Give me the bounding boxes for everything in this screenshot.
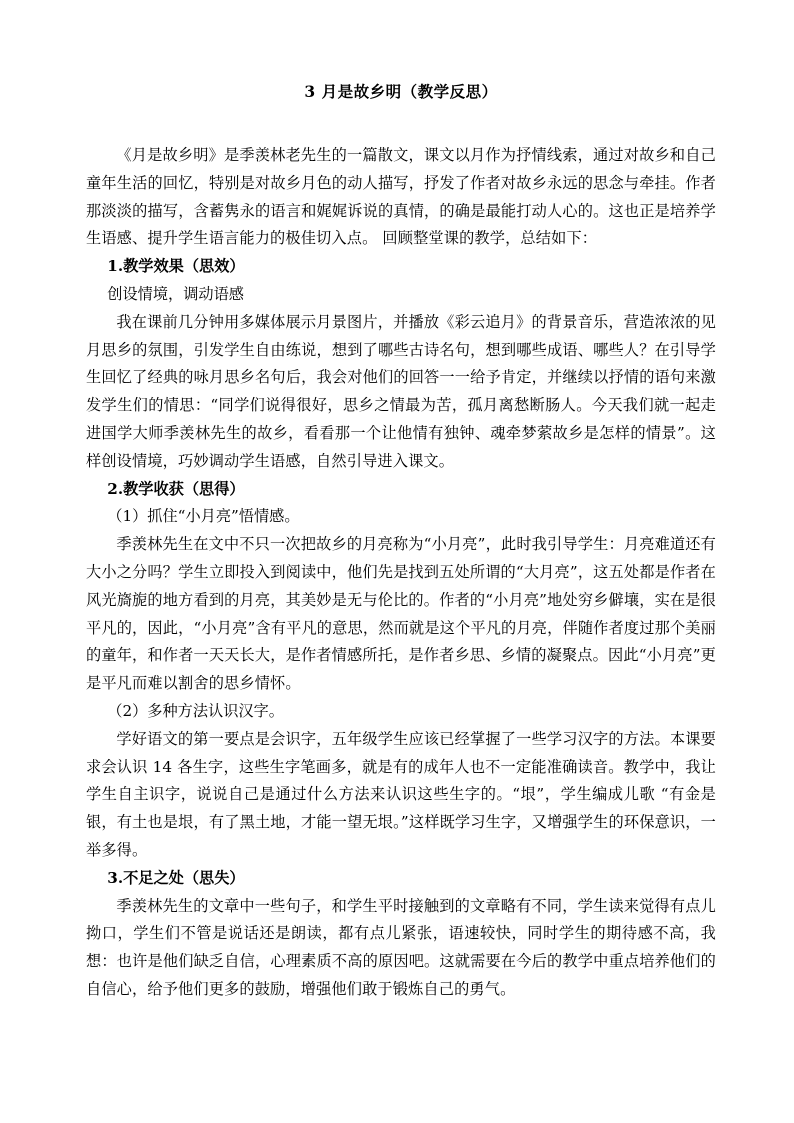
document-content [86, 80, 716, 1004]
section-2-point-1-body: 季羡林先生在文中不只一次把故乡的月亮称为“小月亮”，此时我引导学生：月亮难道还有大小之分吗？学生立即投入到阅读中，他们先是找到五处所谓的“大月亮”，这五处都是作者在风光旖旎的地方看到的月亮，其美妙是无与伦比的。作者的“小月亮”地处穷乡僻壤，实在是很平凡的，因此，“小月亮”含有平凡的意思，然而就是这个平凡的月亮，伴随作者度过那个美丽的童年，和作者一天天长大，是作者情感所托，是作者乡思、乡情的凝聚点。因此“小月亮”更是平凡而难以割舍的思乡情怀。 [86, 535, 716, 693]
section-2-heading: 2.教学收获（思得） [107, 479, 245, 498]
section-2-point-1-title: （1）抓住“小月亮”悟情感。 [107, 507, 300, 526]
section-3-body: 季羡林先生的文章中一些句子，和学生平时接触到的文章略有不同，学生读来觉得有点儿拗口，学生们不管是说话还是朗读，都有点儿紧张，语速较快，同时学生的期待感不高，我想：也许是他们缺乏自信，心理素质不高的原因吧。这就需要在今后的教学中重点培养他们的自信心，给予他们更多的鼓励，增强他们敢于锻炼自己的勇气。 [86, 896, 716, 998]
section-3-heading: 3.不足之处（思失） [107, 868, 245, 887]
section-2-point-2-body: 学好语文的第一要点是会识字，五年级学生应该已经掌握了一些学习汉字的方法。本课要求会认识 14 各生字，这些生字笔画多，就是有的成年人也不一定能准确读音。教学中，我让学生自主识字，说说自己是通过什么方法来认识这些生字的。“垠”，学生编成儿歌 “有金是银，有土也是垠，有了黑土地，才能一望无垠。”这样既学习生字，又增强学生的环保意识，一举多得。 [86, 729, 716, 859]
section-1-body: 我在课前几分钟用多媒体展示月景图片，并播放《彩云追月》的背景音乐，营造浓浓的见月思乡的氛围，引发学生自由练说，想到了哪些古诗名句，想到哪些成语、哪些人？在引导学生回忆了经典的咏月思乡名句后，我会对他们的回答一一给予肯定，并继续以抒情的语句来激发学生们的情思：“同学们说得很好，思乡之情最为苦，孤月离愁断肠人。今天我们就一起走进国学大师季羡林先生的故乡，看看那一个让他情有独钟、魂牵梦萦故乡是怎样的情景”。这样创设情境，巧妙调动学生语感，自然引导进入课文。 [86, 312, 716, 470]
page-title: 3 月是故乡明（教学反思） [304, 82, 498, 101]
section-1-subheading: 创设情境，调动语感 [107, 284, 244, 303]
intro-paragraph: 《月是故乡明》是季羡林老先生的一篇散文，课文以月作为抒情线索，通过对故乡和自己童年生活的回忆，特别是对故乡月色的动人描写，抒发了作者对故乡永远的思念与牵挂。作者那淡淡的描写，含蓄隽永的语言和娓娓诉说的真情，的确是最能打动人心的。这也正是培养学生语感、提升学生语言能力的极佳切入点。 回顾整堂课的教学，总结如下： [86, 146, 716, 248]
section-2-point-2-title: （2）多种方法认识汉字。 [107, 701, 284, 720]
section-1-heading: 1.教学效果（思效） [107, 257, 245, 276]
